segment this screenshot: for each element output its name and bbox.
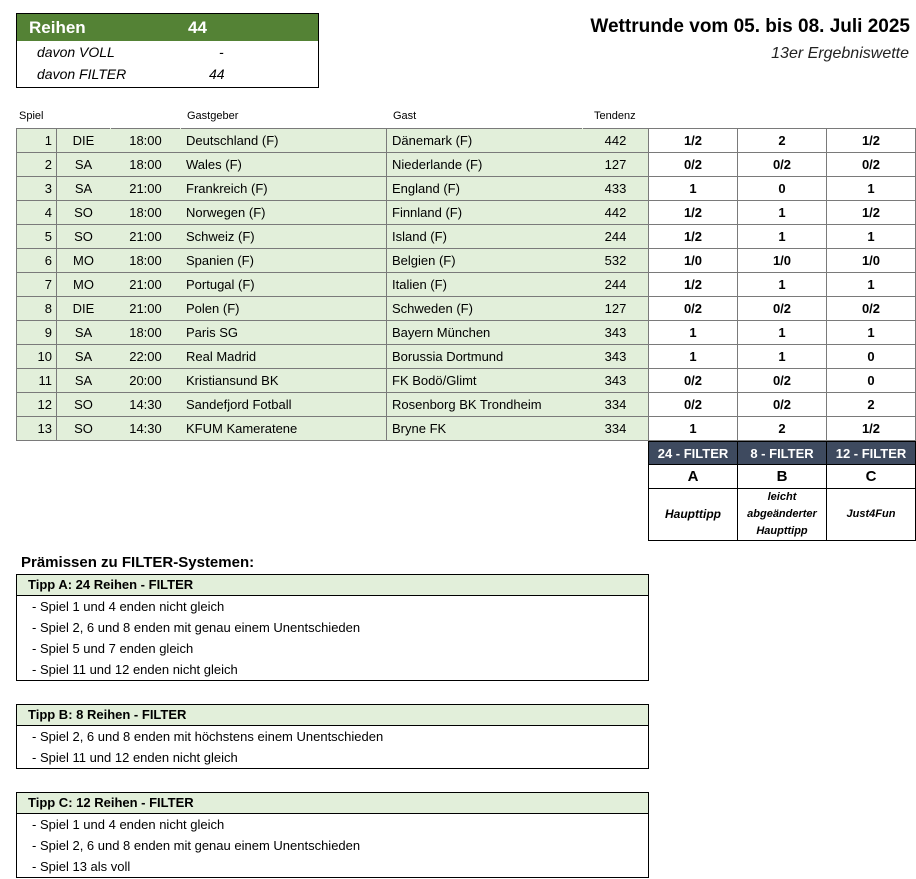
tipp-b: 1/0 — [738, 249, 827, 273]
tipp-b: 1 — [738, 345, 827, 369]
filter-header-b: 8 - FILTER — [738, 442, 827, 465]
tipp-b: 1 — [738, 273, 827, 297]
premise-line: - Spiel 2, 6 und 8 enden mit höchstens einem Unentschieden — [32, 729, 384, 744]
tipp-a: 1 — [649, 177, 738, 201]
voll-label: davon VOLL — [37, 44, 115, 60]
game-tendenz: 532 — [583, 249, 649, 273]
game-day: SO — [57, 201, 111, 225]
table-row — [17, 393, 916, 417]
game-away-team: Bryne FK — [387, 417, 583, 441]
premise-title: Tipp A: 24 Reihen - FILTER — [17, 575, 648, 596]
header-gastgeber: Gastgeber — [187, 110, 239, 122]
header-spiel: Spiel — [19, 110, 44, 122]
filter-letter-a: A — [649, 465, 738, 489]
game-home-team: Sandefjord Fotball — [181, 393, 387, 417]
premise-line: - Spiel 11 und 12 enden nicht gleich — [32, 750, 238, 765]
game-home-team: Paris SG — [181, 321, 387, 345]
tipp-b: 1 — [738, 321, 827, 345]
game-day: DIE — [57, 297, 111, 321]
tipp-b: 2 — [738, 129, 827, 153]
filter-desc-b: leicht abgeänderter Haupttipp — [738, 489, 827, 541]
game-time: 21:00 — [111, 177, 181, 201]
filter-desc-row — [649, 489, 916, 541]
tipp-a: 1 — [649, 345, 738, 369]
table-row — [17, 369, 916, 393]
game-day: SA — [57, 369, 111, 393]
table-row — [17, 129, 916, 153]
tipp-a: 1 — [649, 321, 738, 345]
summary-header — [17, 14, 318, 41]
tipp-a: 1/2 — [649, 225, 738, 249]
premise-line: - Spiel 1 und 4 enden nicht gleich — [32, 817, 225, 832]
table-row — [17, 321, 916, 345]
game-tendenz: 244 — [583, 225, 649, 249]
game-home-team: Spanien (F) — [181, 249, 387, 273]
table-row — [17, 273, 916, 297]
game-day: MO — [57, 273, 111, 297]
filter-table — [648, 441, 916, 541]
tipp-a: 1/2 — [649, 201, 738, 225]
game-time: 14:30 — [111, 393, 181, 417]
voll-row — [17, 41, 318, 63]
table-row — [17, 345, 916, 369]
game-number: 13 — [17, 417, 57, 441]
game-time: 18:00 — [111, 321, 181, 345]
premise-line: - Spiel 11 und 12 enden nicht gleich — [32, 662, 238, 677]
summary-box — [16, 13, 319, 88]
game-tendenz: 127 — [583, 297, 649, 321]
game-tendenz: 343 — [583, 369, 649, 393]
tipp-a: 1/2 — [649, 273, 738, 297]
filter-label: davon FILTER — [37, 66, 127, 82]
game-away-team: Dänemark (F) — [387, 129, 583, 153]
game-day: SA — [57, 153, 111, 177]
filter-desc-a: Haupttipp — [649, 489, 738, 541]
filter-desc-c: Just4Fun — [827, 489, 916, 541]
reihen-value: 44 — [188, 18, 207, 37]
game-away-team: Borussia Dortmund — [387, 345, 583, 369]
tipp-c: 0 — [827, 369, 916, 393]
game-time: 21:00 — [111, 297, 181, 321]
table-row — [17, 417, 916, 441]
game-tendenz: 433 — [583, 177, 649, 201]
game-tendenz: 442 — [583, 201, 649, 225]
game-number: 10 — [17, 345, 57, 369]
game-time: 21:00 — [111, 225, 181, 249]
game-number: 1 — [17, 129, 57, 153]
page-subtitle: 13er Ergebniswette — [771, 45, 909, 62]
tipp-c: 1/2 — [827, 417, 916, 441]
game-number: 12 — [17, 393, 57, 417]
filter-letter-row — [649, 465, 916, 489]
game-tendenz: 343 — [583, 345, 649, 369]
premise-title: Tipp C: 12 Reihen - FILTER — [17, 793, 648, 814]
game-time: 18:00 — [111, 129, 181, 153]
filter-value: 44 — [209, 66, 225, 82]
premise-box-c — [16, 792, 649, 878]
tipp-b: 1 — [738, 225, 827, 249]
game-number: 11 — [17, 369, 57, 393]
tipp-b: 0/2 — [738, 297, 827, 321]
table-row — [17, 177, 916, 201]
tipp-c: 1 — [827, 177, 916, 201]
premises-title: Prämissen zu FILTER-Systemen: — [21, 554, 255, 571]
game-home-team: Real Madrid — [181, 345, 387, 369]
game-number: 3 — [17, 177, 57, 201]
game-time: 18:00 — [111, 153, 181, 177]
tipp-c: 1/2 — [827, 201, 916, 225]
game-number: 2 — [17, 153, 57, 177]
header-tendenz: Tendenz — [594, 110, 636, 122]
game-away-team: Niederlande (F) — [387, 153, 583, 177]
game-time: 20:00 — [111, 369, 181, 393]
premise-line: - Spiel 2, 6 und 8 enden mit genau einem Unentschieden — [32, 838, 361, 853]
game-home-team: Schweiz (F) — [181, 225, 387, 249]
voll-value: - — [219, 44, 224, 60]
game-day: SA — [57, 345, 111, 369]
game-tendenz: 343 — [583, 321, 649, 345]
game-home-team: Norwegen (F) — [181, 201, 387, 225]
tipp-c: 1 — [827, 321, 916, 345]
game-away-team: Rosenborg BK Trondheim — [387, 393, 583, 417]
filter-row — [17, 63, 318, 85]
tipp-b: 0 — [738, 177, 827, 201]
tipp-a: 0/2 — [649, 393, 738, 417]
game-home-team: Frankreich (F) — [181, 177, 387, 201]
game-away-team: Island (F) — [387, 225, 583, 249]
tipp-a: 1/2 — [649, 129, 738, 153]
premise-line: - Spiel 1 und 4 enden nicht gleich — [32, 599, 225, 614]
premise-title: Tipp B: 8 Reihen - FILTER — [17, 705, 648, 726]
game-day: SO — [57, 417, 111, 441]
game-away-team: Schweden (F) — [387, 297, 583, 321]
game-tendenz: 244 — [583, 273, 649, 297]
game-home-team: Portugal (F) — [181, 273, 387, 297]
filter-header-a: 24 - FILTER — [649, 442, 738, 465]
filter-letter-c: C — [827, 465, 916, 489]
tipp-c: 0/2 — [827, 297, 916, 321]
premise-line: - Spiel 2, 6 und 8 enden mit genau einem Unentschieden — [32, 620, 361, 635]
game-away-team: FK Bodö/Glimt — [387, 369, 583, 393]
game-home-team: Wales (F) — [181, 153, 387, 177]
tipp-c: 1 — [827, 225, 916, 249]
tipp-c: 1 — [827, 273, 916, 297]
game-tendenz: 442 — [583, 129, 649, 153]
table-row — [17, 201, 916, 225]
filter-letter-b: B — [738, 465, 827, 489]
game-away-team: Belgien (F) — [387, 249, 583, 273]
tipp-c: 0 — [827, 345, 916, 369]
game-time: 22:00 — [111, 345, 181, 369]
tipp-b: 0/2 — [738, 369, 827, 393]
tipp-a: 0/2 — [649, 297, 738, 321]
game-number: 9 — [17, 321, 57, 345]
game-number: 7 — [17, 273, 57, 297]
game-time: 18:00 — [111, 201, 181, 225]
game-time: 21:00 — [111, 273, 181, 297]
tipp-c: 1/0 — [827, 249, 916, 273]
games-table — [16, 128, 916, 441]
tipp-a: 1 — [649, 417, 738, 441]
table-row — [17, 249, 916, 273]
premise-box-a — [16, 574, 649, 681]
game-home-team: Polen (F) — [181, 297, 387, 321]
filter-header-row — [649, 442, 916, 465]
page-title: Wettrunde vom 05. bis 08. Juli 2025 — [590, 16, 910, 37]
filter-header-c: 12 - FILTER — [827, 442, 916, 465]
header-gast: Gast — [393, 110, 417, 122]
reihen-label: Reihen — [29, 18, 86, 37]
game-day: SA — [57, 321, 111, 345]
game-number: 5 — [17, 225, 57, 249]
game-home-team: Deutschland (F) — [181, 129, 387, 153]
premise-line: - Spiel 5 und 7 enden gleich — [32, 641, 194, 656]
tipp-b: 0/2 — [738, 153, 827, 177]
game-away-team: Italien (F) — [387, 273, 583, 297]
game-day: SO — [57, 225, 111, 249]
premise-box-b — [16, 704, 649, 769]
game-away-team: England (F) — [387, 177, 583, 201]
game-away-team: Finnland (F) — [387, 201, 583, 225]
premise-line: - Spiel 13 als voll — [32, 859, 131, 874]
game-day: MO — [57, 249, 111, 273]
tipp-c: 1/2 — [827, 129, 916, 153]
game-home-team: Kristiansund BK — [181, 369, 387, 393]
tipp-a: 1/0 — [649, 249, 738, 273]
table-row — [17, 153, 916, 177]
game-tendenz: 334 — [583, 417, 649, 441]
game-number: 4 — [17, 201, 57, 225]
game-number: 6 — [17, 249, 57, 273]
game-home-team: KFUM Kameratene — [181, 417, 387, 441]
tipp-b: 0/2 — [738, 393, 827, 417]
tipp-a: 0/2 — [649, 369, 738, 393]
game-time: 18:00 — [111, 249, 181, 273]
game-tendenz: 127 — [583, 153, 649, 177]
tipp-a: 0/2 — [649, 153, 738, 177]
tipp-c: 0/2 — [827, 153, 916, 177]
table-row — [17, 297, 916, 321]
game-day: SO — [57, 393, 111, 417]
game-number: 8 — [17, 297, 57, 321]
game-time: 14:30 — [111, 417, 181, 441]
game-tendenz: 334 — [583, 393, 649, 417]
table-row — [17, 225, 916, 249]
tipp-b: 2 — [738, 417, 827, 441]
tipp-c: 2 — [827, 393, 916, 417]
tipp-b: 1 — [738, 201, 827, 225]
game-day: DIE — [57, 129, 111, 153]
game-away-team: Bayern München — [387, 321, 583, 345]
game-day: SA — [57, 177, 111, 201]
